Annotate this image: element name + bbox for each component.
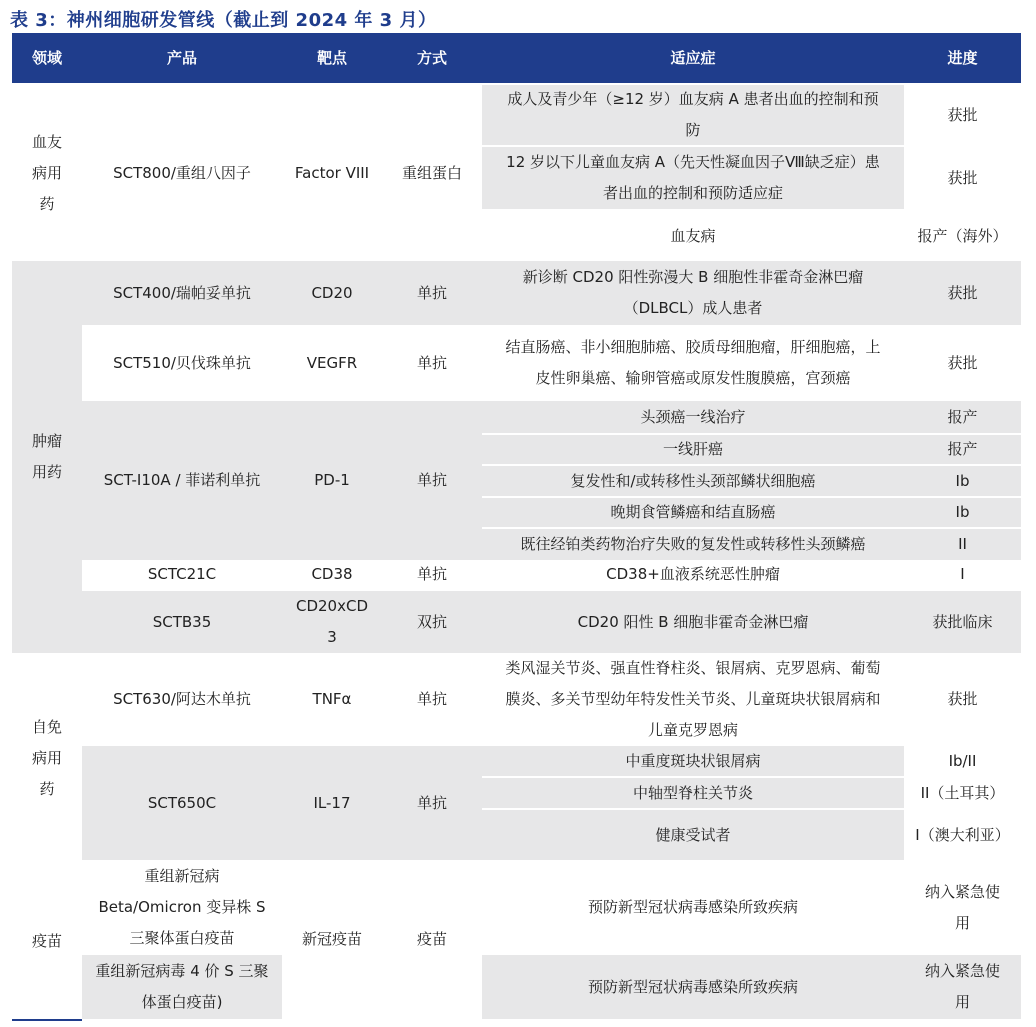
method-sct650c: 单抗	[416, 793, 447, 812]
progress-cell: Ib/II	[948, 751, 977, 770]
header-target: 靶点	[316, 48, 347, 67]
indication-cell: 类风湿关节炎、强直性脊柱炎、银屑病、克罗恩病、葡萄 膜炎、多关节型幼年特发性关节炎、儿童斑块状银屑病和 儿童克罗恩病	[505, 659, 881, 739]
product-sct400: SCT400/瑞帕妥单抗	[113, 283, 251, 302]
product-scti10a: SCT-I10A / 菲诺利单抗	[103, 471, 261, 489]
progress-cell: 获批	[947, 353, 978, 372]
indication-cell: 新诊断 CD20 阳性弥漫大 B 细胞性非霍奇金淋巴瘤 （DLBCL）成人患者	[522, 268, 864, 317]
progress-cell: 获批	[947, 105, 978, 124]
product-vaccine-2: 重组新冠病毒 4 价 S 三聚 体蛋白疫苗)	[95, 962, 269, 1011]
indication-cell: 12 岁以下儿童血友病 A（先天性凝血因子Ⅷ缺乏症）患 者出血的控制和预防适应症	[506, 153, 880, 202]
target-sct400: CD20	[311, 283, 353, 302]
target-scti10a: PD-1	[314, 471, 350, 489]
header-domain: 领域	[31, 48, 62, 67]
header-indication: 适应症	[670, 48, 716, 67]
indication-cell: 预防新型冠状病毒感染所致疾病	[587, 898, 798, 916]
indication-cell: 中重度斑块状银屑病	[625, 751, 761, 770]
progress-cell: 报产	[947, 440, 978, 458]
progress-cell: Ib	[955, 471, 970, 490]
progress-cell: 获批	[947, 690, 978, 708]
product-vaccine-1: 重组新冠病 Beta/Omicron 变异株 S 三聚体蛋白疫苗	[98, 867, 266, 947]
method-sct400: 单抗	[416, 283, 447, 302]
product-sct630: SCT630/阿达木单抗	[113, 690, 251, 708]
target-sctb35: CD20xCD 3	[295, 597, 368, 646]
indication-cell: 血友病	[670, 226, 716, 245]
indication-cell: 一线肝癌	[662, 440, 723, 458]
indication-cell: 健康受试者	[655, 825, 731, 844]
header-method: 方式	[416, 48, 447, 67]
target-sct630: TNFα	[312, 690, 352, 708]
progress-cell: 纳入紧急使 用	[924, 962, 1000, 1011]
indication-cell: 晚期食管鳞癌和结直肠癌	[610, 503, 776, 521]
domain-oncology: 肿瘤 用药	[31, 432, 62, 481]
indication-cell: 成人及青少年（≥12 岁）血友病 A 患者出血的控制和预 防	[507, 90, 879, 139]
progress-cell: II	[958, 535, 967, 553]
progress-cell: II（土耳其）	[920, 783, 1005, 802]
product-sctc21c: SCTC21C	[147, 565, 217, 583]
method-scti10a: 单抗	[416, 471, 447, 489]
progress-cell: 报产（海外）	[917, 226, 1008, 245]
progress-cell: I（澳大利亚）	[915, 825, 1010, 844]
target-sct510: VEGFR	[306, 353, 358, 372]
indication-cell: CD38+血液系统恶性肿瘤	[606, 565, 780, 583]
target-vaccine: 新冠疫苗	[301, 930, 362, 948]
product-sct650c: SCT650C	[147, 793, 217, 812]
indication-cell: CD20 阳性 B 细胞非霍奇金淋巴瘤	[577, 612, 809, 631]
progress-cell: Ib	[955, 503, 970, 521]
method-sctb35: 双抗	[416, 612, 447, 631]
progress-cell: I	[960, 565, 965, 583]
domain-vaccine: 疫苗	[31, 931, 62, 950]
indication-cell: 预防新型冠状病毒感染所致疾病	[587, 977, 798, 996]
domain-autoimmune: 自免 病用 药	[31, 717, 62, 798]
progress-cell: 报产	[947, 407, 978, 426]
domain-hemophilia: 血友 病用 药	[31, 132, 62, 213]
indication-cell: 中轴型脊柱关节炎	[632, 783, 753, 802]
target-sct650c: IL-17	[313, 793, 351, 812]
method-sct510: 单抗	[416, 353, 447, 372]
indication-cell: 头颈癌一线治疗	[640, 407, 746, 426]
indication-cell: 复发性和/或转移性头颈部鳞状细胞癌	[570, 471, 816, 490]
indication-cell: 结直肠癌、非小细胞肺癌、胶质母细胞瘤，肝细胞癌，上 皮性卵巢癌、输卵管癌或原发性腹膜癌，宫颈癌	[505, 338, 881, 387]
progress-cell: 纳入紧急使 用	[924, 882, 1000, 932]
progress-cell: 获批	[947, 283, 978, 302]
indication-cell: 既往经铂类药物治疗失败的复发性或转移性头颈鳞癌	[520, 535, 866, 553]
target-sct800: Factor VIII	[294, 163, 370, 182]
product-sctb35: SCTB35	[152, 612, 212, 631]
progress-cell: 获批	[947, 168, 978, 187]
target-sctc21c: CD38	[311, 565, 353, 583]
product-sct510: SCT510/贝伐珠单抗	[113, 353, 251, 372]
table-title: 表 3：神州细胞研发管线（截止到 2024 年 3 月）	[10, 10, 437, 31]
method-sct800: 重组蛋白	[401, 163, 462, 182]
table-bottom-rule	[12, 1019, 82, 1021]
product-sct800: SCT800/重组八因子	[113, 163, 251, 182]
header-product: 产品	[166, 48, 197, 67]
method-sctc21c: 单抗	[416, 565, 447, 583]
header-progress: 进度	[947, 48, 978, 67]
method-vaccine: 疫苗	[416, 930, 447, 948]
progress-cell: 获批临床	[932, 612, 993, 631]
method-sct630: 单抗	[416, 690, 447, 708]
